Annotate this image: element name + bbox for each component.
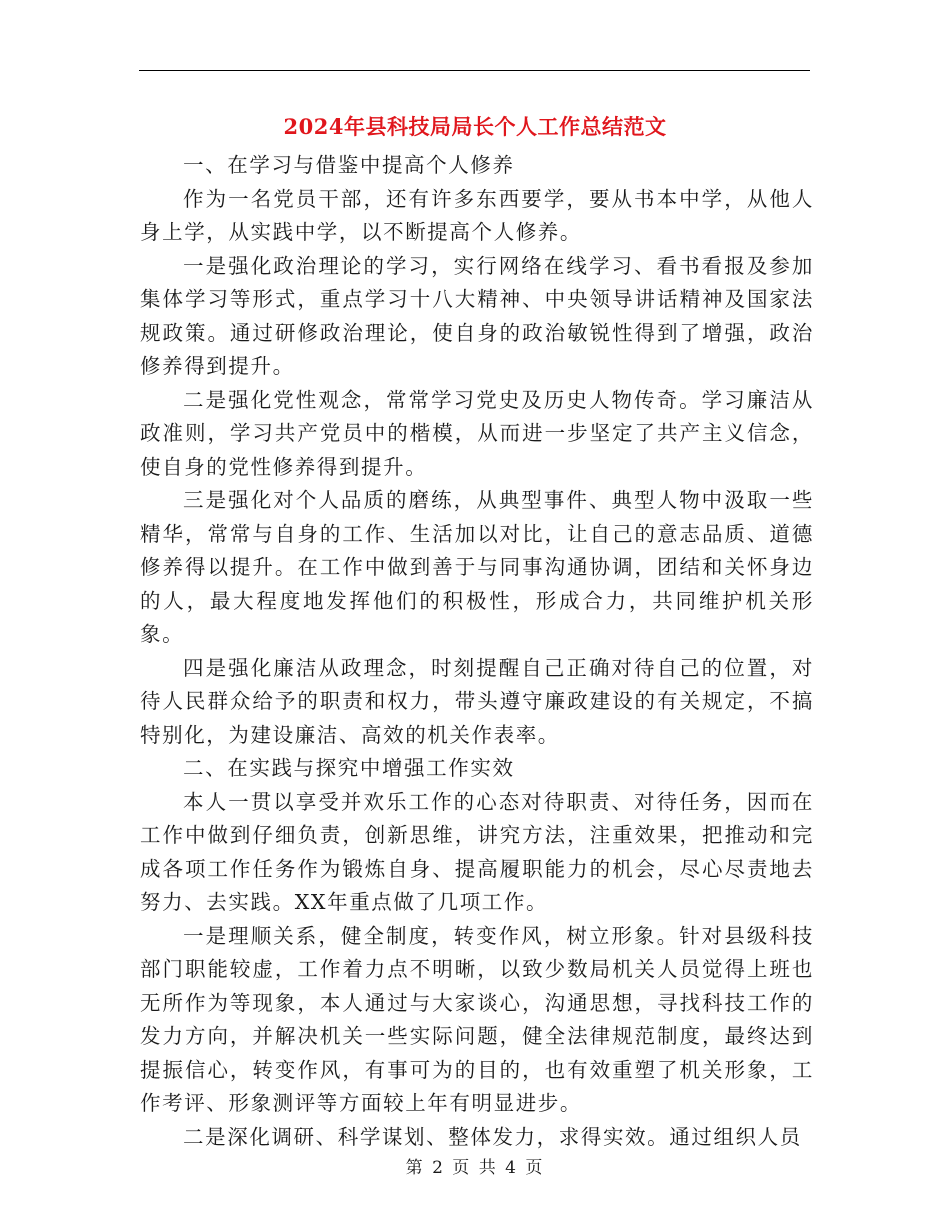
body-paragraph: 三是强化对个人品质的磨练，从典型事件、典型人物中汲取一些精华，常常与自身的工作、生活加以对比，让自己的意志品质、道德修养得以提升。在工作中做到善于与同事沟通协调，团结和关怀身边的人，最大程度地发挥他们的积极性，形成合力，共同维护机关形象。 — [140, 488, 814, 646]
page-number-footer: 第 2 页 共 4 页 — [405, 1158, 545, 1178]
body-paragraph: 四是强化廉洁从政理念，时刻提醒自己正确对待自己的位置，对待人民群众给予的职责和权力，带头遵守廉政建设的有关规定，不搞特别化，为建设廉洁、高效的机关作表率。 — [140, 655, 814, 747]
header-rule — [139, 70, 810, 71]
body-paragraph: 一是强化政治理论的学习，实行网络在线学习、看书看报及参加集体学习等形式，重点学习十八大精神、中央领导讲话精神及国家法规政策。通过研修政治理论，使自身的政治敏锐性得到了增强，政治修养得到提升。 — [140, 253, 814, 378]
body-paragraph: 一是理顺关系，健全制度，转变作风，树立形象。针对县级科技部门职能较虚，工作着力点不明晰，以致少数局机关人员觉得上班也无所作为等现象，本人通过与大家谈心，沟通思想，寻找科技工作的发力方向，并解决机关一些实际问题，健全法律规范制度，最终达到提振信心，转变作风，有事可为的目的，也有效重塑了机关形象，工作考评、形象测评等方面较上年有明显进步。 — [140, 923, 814, 1115]
body-paragraph: 二是深化调研、科学谋划、整体发力，求得实效。通过组织人员 — [183, 1124, 802, 1149]
body-paragraph: 本人一贯以享受并欢乐工作的心态对待职责、对待任务，因而在工作中做到仔细负责，创新思维，讲究方法，注重效果，把推动和完成各项工作任务作为锻炼自身、提高履职能力的机会，尽心尽责地去努力、去实践。XX年重点做了几项工作。 — [140, 789, 814, 914]
body-paragraph: 二是强化党性观念，常常学习党史及历史人物传奇。学习廉洁从政准则，学习共产党员中的楷模，从而进一步坚定了共产主义信念，使自身的党性修养得到提升。 — [140, 387, 814, 479]
section-heading: 二、在实践与探究中增强工作实效 — [183, 756, 515, 780]
body-paragraph: 作为一名党员干部，还有许多东西要学，要从书本中学，从他人身上学，从实践中学，以不断提高个人修养。 — [140, 186, 814, 244]
document-body — [140, 149, 814, 1154]
document-title: 2024年县科技局局长个人工作总结范文 — [283, 114, 667, 139]
section-heading: 一、在学习与借鉴中提高个人修养 — [183, 153, 515, 177]
